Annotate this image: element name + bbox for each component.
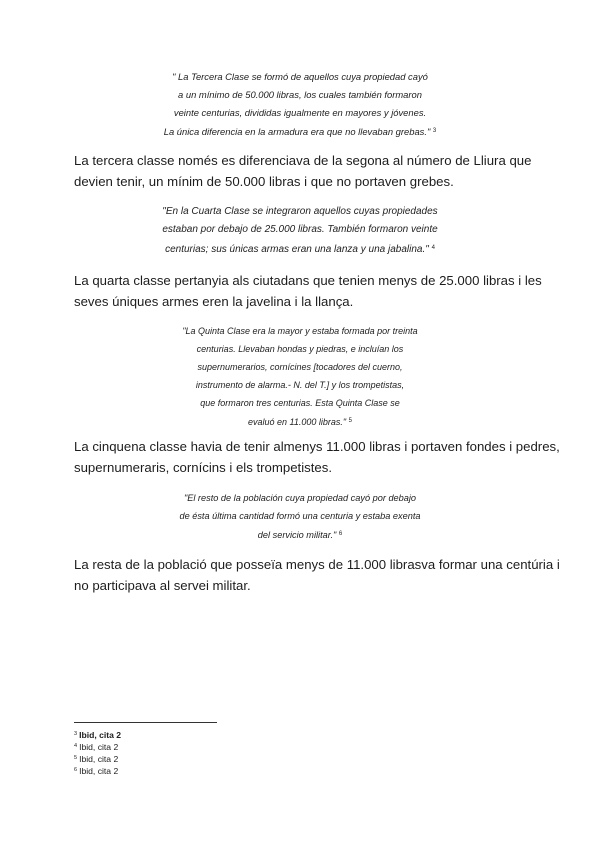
paragraph-line: seves úniques armes eren la javelina i la llança.	[74, 294, 354, 309]
paragraph-quarta-classe	[74, 270, 544, 312]
quote-line-last	[60, 239, 540, 259]
footnote-5	[74, 753, 118, 764]
footnote-text: Ibid, cita 2	[79, 766, 119, 776]
footnote-6	[74, 765, 118, 776]
paragraph-cinquena-classe	[74, 436, 560, 478]
paragraph-line: La resta de la població que posseïa menys de 11.000 librasva formar una centúria i	[74, 557, 560, 572]
footnote-number: 6	[74, 767, 78, 773]
footnote-number: 4	[74, 743, 78, 749]
paragraph-line: no participava al servei militar.	[74, 578, 251, 593]
quote-line: instrumento de alarma.- N. del T.] y los trompetistas,	[195, 380, 405, 390]
footnote-4	[74, 741, 118, 752]
quote-block-cuarta-clase	[60, 203, 540, 259]
footnote-text: Ibid, cita 2	[79, 730, 122, 740]
quote-line: "En la Cuarta Clase se integraron aquellos cuyas propiedades	[162, 206, 438, 217]
paragraph-line: supernumeraris, cornícins i els trompetistes.	[74, 460, 332, 475]
quote-line-last	[60, 122, 540, 141]
footnote-text: Ibid, cita 2	[79, 742, 119, 752]
paragraph-line: La cinquena classe havia de tenir almenys 11.000 libras i portaven fondes i pedres,	[74, 439, 560, 454]
footnote-ref[interactable]: 5	[348, 418, 352, 424]
quote-line-text: La única diferencia en la armadura era que no llevaban grebas."	[163, 126, 431, 137]
quote-line: supernumerarios, cornícines [tocadores del cuerno,	[197, 362, 403, 372]
quote-line: estaban por debajo de 25.000 libras. También formaron veinte	[162, 224, 438, 235]
quote-line: " La Tercera Clase se formó de aquellos cuya propiedad cayó	[172, 71, 428, 82]
footnote-separator	[74, 722, 217, 723]
quote-line: de ésta última cantidad formó una centuria y estaba exenta	[179, 511, 421, 521]
quote-line: "El resto de la población cuya propiedad cayó por debajo	[183, 493, 417, 503]
quote-block-resto-poblacion	[60, 489, 540, 544]
quote-line-text: del servicio militar."	[257, 530, 337, 540]
footnote-number: 5	[74, 755, 78, 761]
paragraph-line: La quarta classe pertanyia als ciutadans que tenien menys de 25.000 libras i les	[74, 273, 542, 288]
quote-block-quinta-clase	[60, 322, 540, 431]
paragraph-resta-poblacio	[74, 554, 560, 596]
quote-line: veinte centurias, divididas igualmente en mayores y jóvenes.	[173, 107, 427, 118]
footnote-text: Ibid, cita 2	[79, 754, 119, 764]
paragraph-line: devien tenir, un mínim de 50.000 libras i que no portaven grebes.	[74, 174, 454, 189]
footnote-ref[interactable]: 6	[338, 531, 343, 537]
footnote-ref[interactable]: 3	[432, 128, 437, 134]
quote-line: que formaron tres centurias. Esta Quinta Clase se	[200, 398, 400, 408]
quote-line: "La Quinta Clase era la mayor y estaba formada por treinta	[182, 326, 418, 336]
quote-line-text: centurias; sus únicas armas eran una lanza y una jabalina."	[165, 244, 429, 255]
quote-line: a un mínimo de 50.000 libras, los cuales también formaron	[178, 89, 422, 100]
paragraph-line: La tercera classe només es diferenciava de la segona al número de Lliura que	[74, 153, 532, 168]
quote-line: centurias. Llevaban hondas y piedras, e incluían los	[196, 344, 404, 354]
quote-line-last	[60, 525, 540, 544]
footnote-number: 3	[74, 731, 78, 737]
paragraph-tercera-classe	[74, 150, 544, 192]
footnote-3	[74, 729, 121, 740]
quote-block-tercera-clase	[60, 68, 540, 141]
quote-line-last	[60, 412, 540, 431]
quote-line-text: evaluó en 11.000 libras."	[248, 417, 347, 427]
footnote-ref[interactable]: 4	[431, 245, 435, 251]
